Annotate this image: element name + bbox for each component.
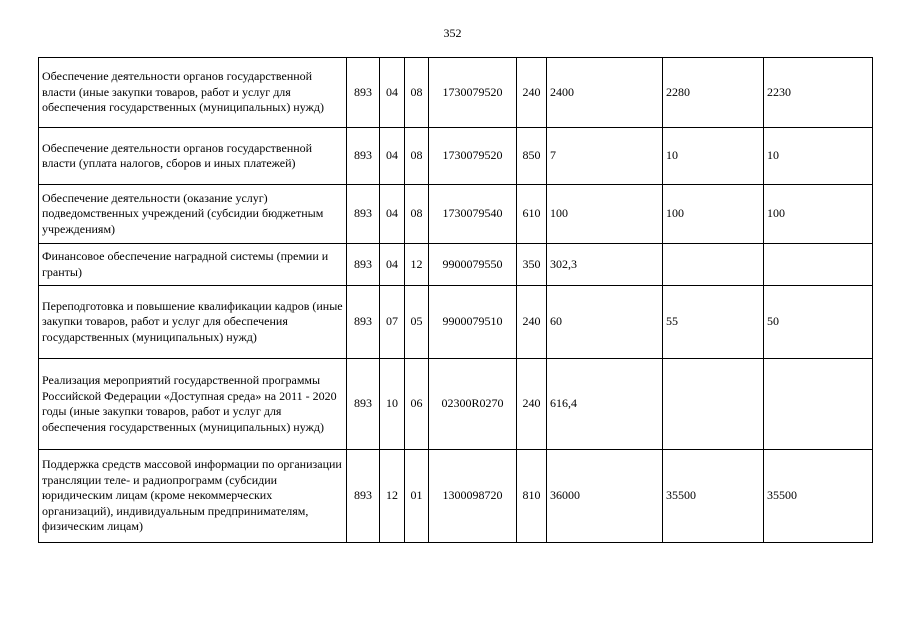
expense-type-code: 850	[517, 128, 547, 185]
sum-year-3: 50	[764, 286, 873, 359]
sum-year-3	[764, 244, 873, 286]
section-code: 04	[380, 185, 405, 244]
sum-year-1: 60	[547, 286, 663, 359]
sum-year-2: 55	[663, 286, 764, 359]
expense-name: Обеспечение деятельности (оказание услуг) подведомственных учреждений (субсидии бюджетным учреждениям)	[39, 185, 347, 244]
table-row	[39, 185, 873, 244]
expense-name: Обеспечение деятельности органов государственной власти (уплата налогов, сборов и иных платежей)	[39, 128, 347, 185]
section-code: 04	[380, 244, 405, 286]
target-article-code: 1300098720	[429, 450, 517, 543]
sum-year-3: 100	[764, 185, 873, 244]
expense-name: Реализация мероприятий государственной программы Российской Федерации «Доступная среда» на 2011 - 2020 годы (иные закупки товаров, работ и услуг для обеспечения государственных (муниципальных) нужд)	[39, 359, 347, 450]
sum-year-3: 2230	[764, 58, 873, 128]
table-row	[39, 286, 873, 359]
table-row	[39, 244, 873, 286]
budget-table	[38, 57, 873, 543]
subsection-code: 06	[405, 359, 429, 450]
ministry-code: 893	[347, 128, 380, 185]
subsection-code: 01	[405, 450, 429, 543]
subsection-code: 12	[405, 244, 429, 286]
sum-year-2: 35500	[663, 450, 764, 543]
sum-year-3: 10	[764, 128, 873, 185]
expense-type-code: 240	[517, 286, 547, 359]
expense-name: Финансовое обеспечение наградной системы (премии и гранты)	[39, 244, 347, 286]
expense-type-code: 350	[517, 244, 547, 286]
section-code: 07	[380, 286, 405, 359]
sum-year-2	[663, 244, 764, 286]
expense-type-code: 810	[517, 450, 547, 543]
target-article-code: 1730079520	[429, 128, 517, 185]
target-article-code: 1730079540	[429, 185, 517, 244]
ministry-code: 893	[347, 450, 380, 543]
expense-type-code: 610	[517, 185, 547, 244]
ministry-code: 893	[347, 359, 380, 450]
sum-year-2: 100	[663, 185, 764, 244]
sum-year-1: 2400	[547, 58, 663, 128]
target-article-code: 9900079550	[429, 244, 517, 286]
sum-year-3	[764, 359, 873, 450]
expense-name: Переподготовка и повышение квалификации кадров (иные закупки товаров, работ и услуг для обеспечения государственных (муниципальных) нужд)	[39, 286, 347, 359]
subsection-code: 08	[405, 58, 429, 128]
expense-name: Поддержка средств массовой информации по организации трансляции теле- и радиопрограмм (субсидии юридическим лицам (кроме некоммерческих организаций), индивидуальным предпринимателям, физическим лицам)	[39, 450, 347, 543]
sum-year-2	[663, 359, 764, 450]
target-article-code: 1730079520	[429, 58, 517, 128]
sum-year-1: 100	[547, 185, 663, 244]
section-code: 04	[380, 58, 405, 128]
ministry-code: 893	[347, 244, 380, 286]
sum-year-2: 2280	[663, 58, 764, 128]
sum-year-2: 10	[663, 128, 764, 185]
section-code: 04	[380, 128, 405, 185]
subsection-code: 08	[405, 185, 429, 244]
table-row	[39, 359, 873, 450]
table-row	[39, 128, 873, 185]
sum-year-1: 302,3	[547, 244, 663, 286]
expense-type-code: 240	[517, 58, 547, 128]
table-row	[39, 450, 873, 543]
table-row	[39, 58, 873, 128]
page-number: 352	[443, 26, 462, 40]
subsection-code: 08	[405, 128, 429, 185]
ministry-code: 893	[347, 185, 380, 244]
section-code: 12	[380, 450, 405, 543]
target-article-code: 9900079510	[429, 286, 517, 359]
sum-year-1: 7	[547, 128, 663, 185]
expense-type-code: 240	[517, 359, 547, 450]
target-article-code: 02300R0270	[429, 359, 517, 450]
ministry-code: 893	[347, 58, 380, 128]
sum-year-3: 35500	[764, 450, 873, 543]
budget-table-body	[39, 58, 873, 543]
section-code: 10	[380, 359, 405, 450]
sum-year-1: 616,4	[547, 359, 663, 450]
expense-name: Обеспечение деятельности органов государственной власти (иные закупки товаров, работ и услуг для обеспечения государственных (муниципальных) нужд)	[39, 58, 347, 128]
subsection-code: 05	[405, 286, 429, 359]
ministry-code: 893	[347, 286, 380, 359]
sum-year-1: 36000	[547, 450, 663, 543]
